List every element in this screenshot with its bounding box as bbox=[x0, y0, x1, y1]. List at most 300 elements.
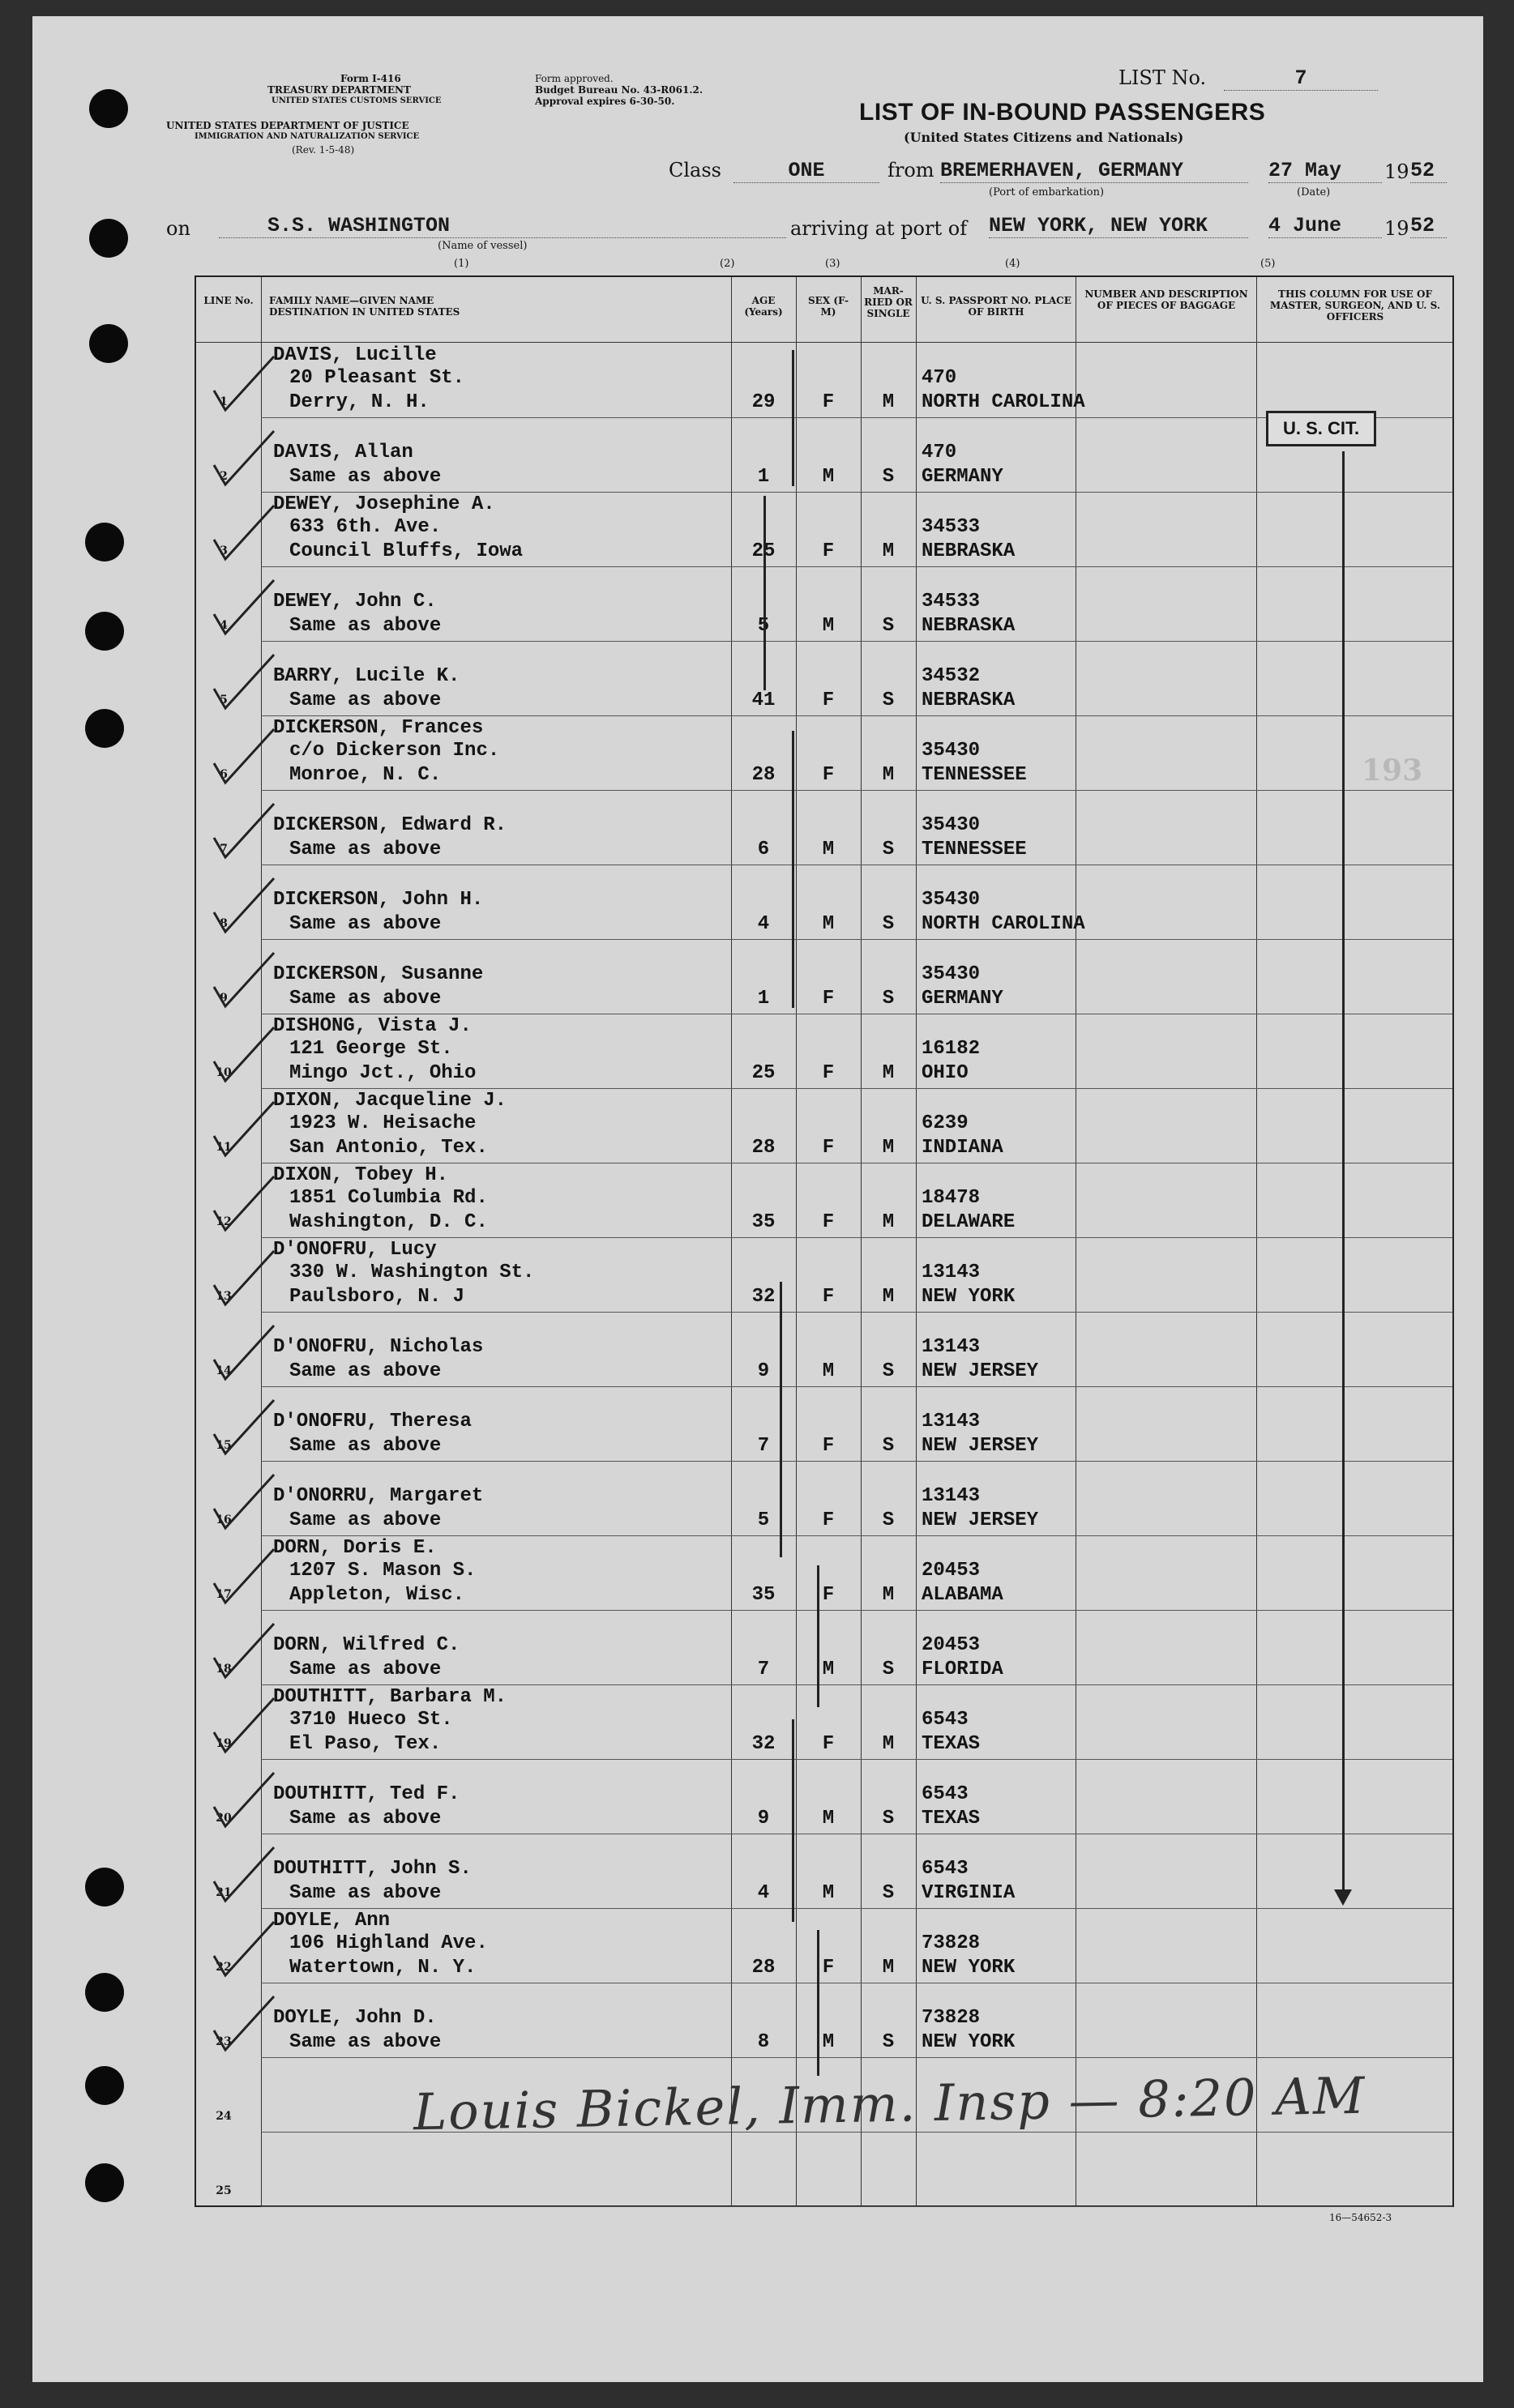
marital-cell: M bbox=[882, 1137, 895, 1159]
passport-number: 470 bbox=[922, 442, 957, 463]
name-line-2: DOUTHITT, John S. bbox=[273, 1858, 472, 1880]
name-line-2: 1207 S. Mason S. bbox=[289, 1560, 477, 1582]
sex-cell: M bbox=[822, 1808, 835, 1829]
birthplace: GERMANY bbox=[922, 988, 1003, 1010]
table-row bbox=[196, 642, 1452, 716]
name-line-1: DEWEY, Josephine A. bbox=[273, 493, 495, 515]
sex-cell: F bbox=[822, 1137, 835, 1159]
table-row bbox=[196, 418, 1452, 493]
marital-cell: M bbox=[882, 1062, 895, 1084]
line-number: 17 bbox=[216, 1588, 232, 1601]
name-line-2: 1923 W. Heisache bbox=[289, 1112, 477, 1134]
checkmark-icon bbox=[207, 724, 280, 789]
passport-number: 35430 bbox=[922, 814, 981, 836]
checkmark-icon bbox=[207, 1246, 280, 1311]
family-bracket bbox=[763, 496, 766, 690]
checkmark-icon bbox=[207, 1992, 280, 2056]
name-line-2: DAVIS, Allan bbox=[273, 442, 413, 463]
col-header-age: AGE (Years) bbox=[744, 295, 783, 318]
name-line-3: San Antonio, Tex. bbox=[289, 1137, 488, 1159]
line-number: 24 bbox=[216, 2110, 232, 2123]
col5-caption: (5) bbox=[1260, 258, 1276, 270]
marital-cell: S bbox=[882, 839, 895, 860]
line-number: 1 bbox=[220, 395, 228, 408]
passport-number: 35430 bbox=[922, 740, 981, 762]
ins-service: IMMIGRATION AND NATURALIZATION SERVICE bbox=[195, 132, 420, 141]
sex-cell: M bbox=[822, 2031, 835, 2053]
age-cell: 4 bbox=[757, 1882, 770, 1904]
family-bracket bbox=[817, 1565, 819, 1707]
table-row bbox=[196, 2133, 1452, 2207]
marital-cell: S bbox=[882, 988, 895, 1010]
birthplace: OHIO bbox=[922, 1062, 969, 1084]
age-cell: 25 bbox=[751, 1062, 776, 1084]
passport-number: 18478 bbox=[922, 1187, 981, 1209]
vessel-caption: (Name of vessel) bbox=[438, 240, 528, 252]
binder-hole bbox=[85, 1868, 124, 1906]
citizen-stamp: U. S. CIT. bbox=[1266, 411, 1376, 446]
col-header-passport: U. S. PASSPORT NO. PLACE OF BIRTH bbox=[921, 295, 1071, 318]
marital-cell: S bbox=[882, 1882, 895, 1904]
col-header-baggage: NUMBER AND DESCRIPTION OF PIECES OF BAGGAGE bbox=[1084, 288, 1248, 311]
sex-cell: F bbox=[822, 1435, 835, 1457]
checkmark-icon bbox=[207, 1172, 280, 1236]
table-row bbox=[196, 940, 1452, 1014]
stamp-arrow-head bbox=[1334, 1889, 1352, 1906]
name-line-3: Same as above bbox=[289, 1808, 442, 1829]
sex-cell: M bbox=[822, 839, 835, 860]
name-line-1: DIXON, Jacqueline J. bbox=[273, 1090, 507, 1112]
col2-caption: (2) bbox=[720, 258, 735, 270]
passport-number: 470 bbox=[922, 367, 957, 389]
checkmark-icon bbox=[207, 650, 280, 715]
birthplace: ALABAMA bbox=[922, 1584, 1003, 1606]
binder-hole bbox=[85, 2066, 124, 2105]
arrival-year-prefix: 19 bbox=[1384, 217, 1409, 240]
marital-cell: S bbox=[882, 466, 895, 488]
checkmark-icon bbox=[207, 1321, 280, 1385]
arrival-port: NEW YORK, NEW YORK bbox=[989, 214, 1248, 238]
table-row bbox=[196, 1313, 1452, 1387]
family-bracket bbox=[817, 1930, 819, 2076]
age-cell: 25 bbox=[751, 540, 776, 562]
age-cell: 28 bbox=[751, 1137, 776, 1159]
name-line-3: Washington, D. C. bbox=[289, 1211, 488, 1233]
checkmark-icon bbox=[207, 948, 280, 1013]
passport-number: 13143 bbox=[922, 1336, 981, 1358]
birthplace: TENNESSEE bbox=[922, 764, 1027, 786]
checkmark-icon bbox=[207, 1693, 280, 1758]
binder-hole bbox=[85, 523, 124, 561]
name-line-2: BARRY, Lucile K. bbox=[273, 665, 460, 687]
checkmark-icon bbox=[207, 1097, 280, 1162]
name-line-3: El Paso, Tex. bbox=[289, 1733, 442, 1755]
col-header-name: FAMILY NAME—GIVEN NAME DESTINATION IN UNITED STATES bbox=[269, 295, 460, 318]
marital-cell: S bbox=[882, 690, 895, 711]
sex-cell: F bbox=[822, 764, 835, 786]
family-bracket bbox=[780, 1282, 782, 1557]
binder-hole bbox=[85, 709, 124, 748]
marital-cell: S bbox=[882, 615, 895, 637]
embarkation-port: BREMERHAVEN, GERMANY bbox=[940, 159, 1248, 183]
name-line-3: Paulsboro, N. J bbox=[289, 1286, 465, 1308]
birthplace: NEW YORK bbox=[922, 1957, 1016, 1979]
passport-number: 6543 bbox=[922, 1709, 969, 1731]
table-row bbox=[196, 344, 1452, 418]
name-line-2: 330 W. Washington St. bbox=[289, 1262, 535, 1283]
binder-hole bbox=[89, 89, 128, 128]
passport-number: 34533 bbox=[922, 516, 981, 538]
line-number: 14 bbox=[216, 1364, 232, 1377]
line-number: 15 bbox=[216, 1439, 232, 1452]
family-bracket bbox=[792, 350, 794, 486]
name-line-3: Same as above bbox=[289, 1659, 442, 1680]
name-line-1: DORN, Doris E. bbox=[273, 1537, 437, 1559]
name-line-2: 3710 Hueco St. bbox=[289, 1709, 453, 1731]
name-line-3: Same as above bbox=[289, 466, 442, 488]
sex-cell: F bbox=[822, 1733, 835, 1755]
table-row bbox=[196, 1909, 1452, 1983]
checkmark-icon bbox=[207, 1917, 280, 1982]
line-number: 11 bbox=[216, 1141, 232, 1154]
manifest-page bbox=[32, 16, 1483, 2382]
line-number: 3 bbox=[220, 544, 228, 557]
from-label: from bbox=[887, 159, 934, 181]
marital-cell: S bbox=[882, 2031, 895, 2053]
passport-number: 34532 bbox=[922, 665, 981, 687]
name-line-3: Appleton, Wisc. bbox=[289, 1584, 465, 1606]
name-line-3: Same as above bbox=[289, 913, 442, 935]
form-approved: Form approved. bbox=[535, 73, 614, 84]
sex-cell: F bbox=[822, 1062, 835, 1084]
birthplace: NORTH CAROLINA bbox=[922, 391, 1085, 413]
name-line-1: DAVIS, Lucille bbox=[273, 344, 437, 366]
sex-cell: F bbox=[822, 1509, 835, 1531]
age-cell: 9 bbox=[757, 1360, 770, 1382]
birthplace: TEXAS bbox=[922, 1808, 981, 1829]
age-cell: 7 bbox=[757, 1659, 770, 1680]
sex-cell: F bbox=[822, 1211, 835, 1233]
passport-number: 13143 bbox=[922, 1411, 981, 1432]
col3-caption: (3) bbox=[825, 258, 840, 270]
checkmark-icon bbox=[207, 799, 280, 864]
birthplace: TENNESSEE bbox=[922, 839, 1027, 860]
date-year-prefix: 19 bbox=[1384, 160, 1409, 183]
passport-number: 13143 bbox=[922, 1485, 981, 1507]
birthplace: NEBRASKA bbox=[922, 540, 1016, 562]
marital-cell: M bbox=[882, 1584, 895, 1606]
sex-cell: M bbox=[822, 913, 835, 935]
stamp-arrow-line bbox=[1342, 451, 1345, 1894]
marital-cell: S bbox=[882, 913, 895, 935]
customs-service: UNITED STATES CUSTOMS SERVICE bbox=[272, 96, 442, 105]
list-number-label: LIST No. bbox=[1118, 66, 1207, 89]
table-row bbox=[196, 716, 1452, 791]
age-cell: 1 bbox=[757, 988, 770, 1010]
class-value: ONE bbox=[733, 159, 879, 183]
sex-cell: F bbox=[822, 988, 835, 1010]
name-line-2: 106 Highland Ave. bbox=[289, 1932, 488, 1954]
checkmark-icon bbox=[207, 1395, 280, 1460]
birthplace: NORTH CAROLINA bbox=[922, 913, 1085, 935]
table-row bbox=[196, 1163, 1452, 1238]
passport-number: 6239 bbox=[922, 1112, 969, 1134]
on-label: on bbox=[166, 217, 190, 240]
age-cell: 5 bbox=[757, 1509, 770, 1531]
checkmark-icon bbox=[207, 1544, 280, 1609]
marital-cell: M bbox=[882, 1733, 895, 1755]
name-line-2: D'ONOFRU, Nicholas bbox=[273, 1336, 484, 1358]
table-row bbox=[196, 865, 1452, 940]
passport-number: 13143 bbox=[922, 1262, 981, 1283]
marital-cell: M bbox=[882, 1957, 895, 1979]
sex-cell: M bbox=[822, 1882, 835, 1904]
binder-hole bbox=[89, 219, 128, 258]
line-number: 4 bbox=[220, 619, 228, 632]
checkmark-icon bbox=[207, 501, 280, 566]
birthplace: DELAWARE bbox=[922, 1211, 1016, 1233]
line-number: 5 bbox=[220, 694, 228, 707]
age-cell: 6 bbox=[757, 839, 770, 860]
class-label: Class bbox=[669, 159, 721, 181]
name-line-3: Same as above bbox=[289, 1882, 442, 1904]
checkmark-icon bbox=[207, 1768, 280, 1833]
name-line-3: Same as above bbox=[289, 615, 442, 637]
passport-number: 6543 bbox=[922, 1858, 969, 1880]
checkmark-icon bbox=[207, 426, 280, 491]
form-number: Form I-416 bbox=[340, 73, 401, 84]
binder-hole bbox=[89, 324, 128, 363]
name-line-2: DORN, Wilfred C. bbox=[273, 1634, 460, 1656]
name-line-2: D'ONOFRU, Theresa bbox=[273, 1411, 472, 1432]
name-line-2: DEWEY, John C. bbox=[273, 591, 437, 613]
table-row bbox=[196, 567, 1452, 642]
name-line-2: DOUTHITT, Ted F. bbox=[273, 1783, 460, 1805]
name-line-1: DIXON, Tobey H. bbox=[273, 1164, 449, 1186]
binder-hole bbox=[85, 2163, 124, 2202]
col1-caption: (1) bbox=[454, 258, 469, 270]
checkmark-icon bbox=[207, 1470, 280, 1535]
page-subtitle: (United States Citizens and Nationals) bbox=[904, 130, 1184, 145]
name-line-3: Same as above bbox=[289, 988, 442, 1010]
sex-cell: F bbox=[822, 391, 835, 413]
age-cell: 41 bbox=[751, 690, 776, 711]
passport-number: 20453 bbox=[922, 1634, 981, 1656]
sex-cell: F bbox=[822, 1584, 835, 1606]
name-line-2: 121 George St. bbox=[289, 1038, 453, 1060]
name-line-3: Same as above bbox=[289, 1360, 442, 1382]
embarkation-year: 52 bbox=[1410, 159, 1447, 183]
birthplace: GERMANY bbox=[922, 466, 1003, 488]
margin-number: 193 bbox=[1362, 754, 1423, 788]
marital-cell: M bbox=[882, 1286, 895, 1308]
arrival-year: 52 bbox=[1410, 214, 1447, 238]
table-row bbox=[196, 1387, 1452, 1462]
date-caption: (Date) bbox=[1297, 186, 1331, 199]
passport-number: 16182 bbox=[922, 1038, 981, 1060]
name-line-3: Same as above bbox=[289, 2031, 442, 2053]
name-line-1: DOUTHITT, Barbara M. bbox=[273, 1686, 507, 1708]
birthplace: NEW JERSEY bbox=[922, 1509, 1039, 1531]
checkmark-icon bbox=[207, 1842, 280, 1907]
marital-cell: S bbox=[882, 1808, 895, 1829]
sex-cell: M bbox=[822, 466, 835, 488]
age-cell: 32 bbox=[751, 1286, 776, 1308]
list-number: 7 bbox=[1224, 66, 1378, 91]
marital-cell: M bbox=[882, 540, 895, 562]
arriving-label: arriving at port of bbox=[790, 217, 968, 240]
family-bracket bbox=[792, 1719, 794, 1922]
name-line-2: 633 6th. Ave. bbox=[289, 516, 442, 538]
line-number: 18 bbox=[216, 1663, 232, 1676]
name-line-2: c/o Dickerson Inc. bbox=[289, 740, 500, 762]
col-header-married: MAR-RIED OR SINGLE bbox=[864, 285, 913, 319]
col-header-line: LINE No. bbox=[203, 295, 254, 306]
birthplace: NEW YORK bbox=[922, 2031, 1016, 2053]
name-line-3: Monroe, N. C. bbox=[289, 764, 442, 786]
name-line-1: DOYLE, Ann bbox=[273, 1910, 391, 1932]
sex-cell: F bbox=[822, 1957, 835, 1979]
age-cell: 1 bbox=[757, 466, 770, 488]
line-number: 25 bbox=[216, 2184, 232, 2197]
col-header-officers: THIS COLUMN FOR USE OF MASTER, SURGEON, AND U. S. OFFICERS bbox=[1269, 288, 1441, 322]
age-cell: 28 bbox=[751, 1957, 776, 1979]
inspector-signature: Louis Bickel, Imm. Insp — 8:20 AM bbox=[413, 2065, 1366, 2142]
age-cell: 5 bbox=[757, 615, 770, 637]
sex-cell: M bbox=[822, 1360, 835, 1382]
age-cell: 29 bbox=[751, 391, 776, 413]
passport-number: 73828 bbox=[922, 1932, 981, 1954]
line-number: 2 bbox=[220, 470, 228, 483]
age-cell: 8 bbox=[757, 2031, 770, 2053]
marital-cell: S bbox=[882, 1435, 895, 1457]
table-row bbox=[196, 1685, 1452, 1760]
age-cell: 7 bbox=[757, 1435, 770, 1457]
line-number: 6 bbox=[220, 768, 228, 781]
name-line-3: Mingo Jct., Ohio bbox=[289, 1062, 477, 1084]
age-cell: 35 bbox=[751, 1211, 776, 1233]
sex-cell: F bbox=[822, 690, 835, 711]
embarkation-date: 27 May bbox=[1268, 159, 1382, 183]
age-cell: 9 bbox=[757, 1808, 770, 1829]
line-number: 20 bbox=[216, 1812, 232, 1825]
line-number: 23 bbox=[216, 2035, 232, 2048]
table-row bbox=[196, 1834, 1452, 1909]
birthplace: TEXAS bbox=[922, 1733, 981, 1755]
line-number: 21 bbox=[216, 1886, 232, 1899]
marital-cell: S bbox=[882, 1509, 895, 1531]
birthplace: NEW JERSEY bbox=[922, 1435, 1039, 1457]
name-line-2: D'ONORRU, Margaret bbox=[273, 1485, 484, 1507]
birthplace: INDIANA bbox=[922, 1137, 1003, 1159]
birthplace: NEW JERSEY bbox=[922, 1360, 1039, 1382]
name-line-2: DICKERSON, Susanne bbox=[273, 963, 484, 985]
form-code: 16—54652-3 bbox=[1329, 2212, 1392, 2223]
checkmark-icon bbox=[207, 1023, 280, 1087]
col-header-sex: SEX (F-M) bbox=[808, 295, 849, 318]
name-line-2: DICKERSON, John H. bbox=[273, 889, 484, 911]
col4-caption: (4) bbox=[1005, 258, 1020, 270]
name-line-1: DISHONG, Vista J. bbox=[273, 1015, 472, 1037]
approval-expiry: Approval expires 6-30-50. bbox=[535, 96, 675, 107]
age-cell: 28 bbox=[751, 764, 776, 786]
age-cell: 32 bbox=[751, 1733, 776, 1755]
birthplace: NEBRASKA bbox=[922, 690, 1016, 711]
family-bracket bbox=[792, 731, 794, 1008]
budget-bureau: Budget Bureau No. 43-R061.2. bbox=[535, 84, 704, 96]
name-line-3: Derry, N. H. bbox=[289, 391, 430, 413]
marital-cell: S bbox=[882, 1360, 895, 1382]
sex-cell: M bbox=[822, 1659, 835, 1680]
checkmark-icon bbox=[207, 352, 280, 416]
sex-cell: F bbox=[822, 540, 835, 562]
justice-department: UNITED STATES DEPARTMENT OF JUSTICE bbox=[166, 120, 409, 131]
birthplace: NEW YORK bbox=[922, 1286, 1016, 1308]
marital-cell: M bbox=[882, 391, 895, 413]
table-row bbox=[196, 1536, 1452, 1611]
passport-number: 35430 bbox=[922, 889, 981, 911]
line-number: 7 bbox=[220, 843, 228, 856]
birthplace: VIRGINIA bbox=[922, 1882, 1016, 1904]
sex-cell: F bbox=[822, 1286, 835, 1308]
name-line-3: Same as above bbox=[289, 1509, 442, 1531]
binder-hole bbox=[85, 612, 124, 651]
marital-cell: S bbox=[882, 1659, 895, 1680]
table-row bbox=[196, 791, 1452, 865]
line-number: 16 bbox=[216, 1514, 232, 1526]
form-revision: (Rev. 1-5-48) bbox=[292, 144, 355, 156]
sex-cell: M bbox=[822, 615, 835, 637]
name-line-2: DICKERSON, Edward R. bbox=[273, 814, 507, 836]
passport-number: 35430 bbox=[922, 963, 981, 985]
line-number: 9 bbox=[220, 992, 228, 1005]
page-title: LIST OF IN-BOUND PASSENGERS bbox=[859, 99, 1266, 126]
table-row bbox=[196, 1089, 1452, 1163]
name-line-3: Same as above bbox=[289, 839, 442, 860]
name-line-1: DICKERSON, Frances bbox=[273, 717, 484, 739]
checkmark-icon bbox=[207, 575, 280, 640]
name-line-2: 20 Pleasant St. bbox=[289, 367, 465, 389]
name-line-3: Council Bluffs, Iowa bbox=[289, 540, 524, 562]
arrival-date: 4 June bbox=[1268, 214, 1382, 238]
table-row bbox=[196, 1611, 1452, 1685]
table-row bbox=[196, 1760, 1452, 1834]
vessel-name: S.S. WASHINGTON bbox=[219, 214, 786, 238]
name-line-2: 1851 Columbia Rd. bbox=[289, 1187, 488, 1209]
port-caption: (Port of embarkation) bbox=[989, 186, 1105, 199]
table-row bbox=[196, 1983, 1452, 2058]
line-number: 13 bbox=[216, 1290, 232, 1303]
passport-number: 73828 bbox=[922, 2007, 981, 2029]
line-number: 12 bbox=[216, 1215, 232, 1228]
name-line-3: Same as above bbox=[289, 690, 442, 711]
checkmark-icon bbox=[207, 873, 280, 938]
name-line-2: DOYLE, John D. bbox=[273, 2007, 437, 2029]
passenger-rows bbox=[196, 344, 1452, 2205]
name-line-3: Watertown, N. Y. bbox=[289, 1957, 477, 1979]
checkmark-icon bbox=[207, 1619, 280, 1684]
line-number: 19 bbox=[216, 1737, 232, 1750]
line-number: 8 bbox=[220, 917, 228, 930]
marital-cell: M bbox=[882, 764, 895, 786]
name-line-1: D'ONOFRU, Lucy bbox=[273, 1239, 437, 1261]
name-line-3: Same as above bbox=[289, 1435, 442, 1457]
passport-number: 20453 bbox=[922, 1560, 981, 1582]
birthplace: NEBRASKA bbox=[922, 615, 1016, 637]
table-row bbox=[196, 1238, 1452, 1313]
passport-number: 6543 bbox=[922, 1783, 969, 1805]
age-cell: 4 bbox=[757, 913, 770, 935]
